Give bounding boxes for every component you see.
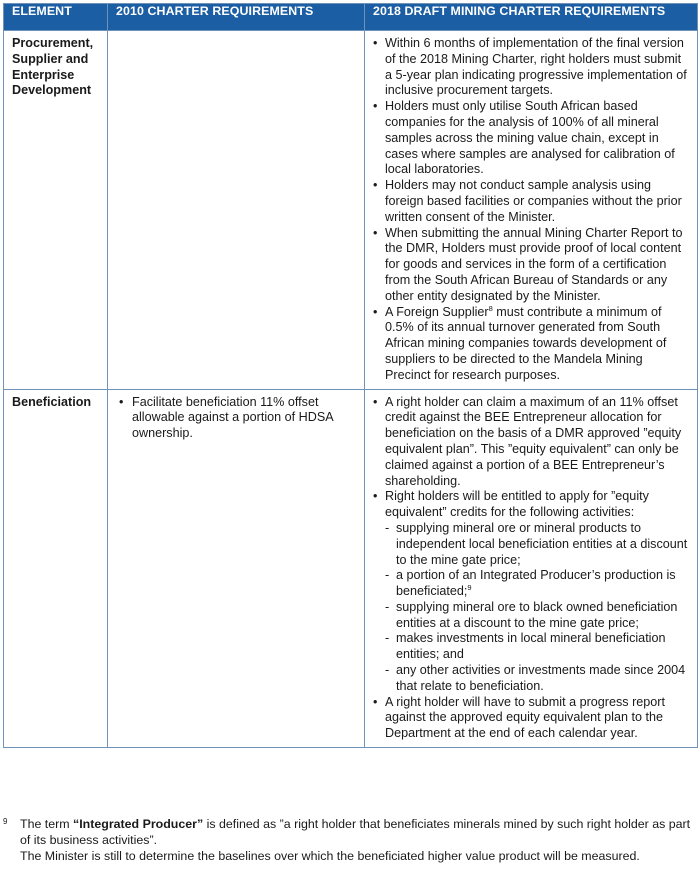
- requirement-text-after: must contribute a minimum of 0.5% of its annual turnover generated from South African mining companies towards development of suppliers to be directed to the Mandela Mining Precinct for research purposes.: [385, 304, 667, 382]
- list-item: [373, 36, 691, 99]
- footnote-ref: 9: [467, 583, 472, 593]
- list-item: [373, 695, 691, 742]
- sublist-item: [385, 663, 691, 695]
- element-cell: [4, 389, 108, 748]
- requirements-2018-cell: [365, 31, 698, 390]
- list-item: [373, 178, 691, 225]
- footnote-note: The Minister is still to determine the baselines over which the beneficiated higher value product will be measured.: [20, 849, 640, 863]
- requirements-2018-list: [373, 36, 691, 384]
- charter-comparison-table: [3, 3, 698, 748]
- footnote-definition: [20, 816, 693, 848]
- element-name-line: Supplier and: [12, 51, 89, 66]
- footnote-intro: The term: [20, 817, 74, 831]
- header-2018-requirements: 2018 DRAFT MINING CHARTER REQUIREMENTS: [365, 4, 698, 31]
- requirement-text: any other activities or investments made since 2004 that relate to beneficiation.: [396, 663, 686, 693]
- activity-sublist: [385, 521, 691, 695]
- requirement-text: Right holders will be entitled to apply for ”equity equivalent” credits for the following activities:: [385, 489, 649, 520]
- element-name-line: Procurement,: [12, 36, 94, 50]
- requirement-text: Facilitate beneficiation 11% offset allowable against a portion of HDSA ownership.: [132, 394, 333, 441]
- list-item: [373, 489, 691, 694]
- requirement-text: A right holder will have to submit a progress report against the approved equity equivalent plan to the Department at the end of each calendar year.: [385, 694, 665, 741]
- table-row: [4, 389, 698, 748]
- list-item: [116, 395, 358, 442]
- footnote: [3, 816, 693, 864]
- requirement-text: Within 6 months of implementation of the final version of the 2018 Mining Charter, right holders must submit a 5-year plan indicating progressive implementation of inclusive procurement targets.: [385, 36, 687, 98]
- requirement-text: A Foreign Supplier: [385, 304, 489, 319]
- sublist-item: [385, 521, 691, 568]
- header-element: ELEMENT: [4, 4, 108, 31]
- list-item: [373, 226, 691, 305]
- list-item: [373, 305, 691, 384]
- requirement-text: Holders must only utilise South African based companies for the analysis of 100% of all mineral samples across the mining value chain, except in cases where samples are analysed for calibration of local laboratories.: [385, 99, 675, 177]
- element-name-line: Enterprise: [12, 67, 75, 82]
- requirement-text: a portion of an Integrated Producer’s production is beneficiated;: [396, 568, 676, 599]
- requirements-2010-cell: [108, 31, 365, 390]
- requirement-text: When submitting the annual Mining Charter Report to the DMR, Holders must provide proof of local content for goods and services in the form of a certification from the South African Bureau of Standards or any other entity designated by the Minister.: [385, 225, 683, 303]
- requirement-text: makes investments in local mineral beneficiation entities; and: [396, 631, 666, 662]
- sublist-item: [385, 600, 691, 632]
- requirement-text: supplying mineral ore or mineral products to independent local beneficiation entities at a discount to the mine gate price;: [396, 520, 688, 567]
- requirements-2010-cell: [108, 389, 365, 748]
- footnote-ref: 8: [488, 303, 493, 313]
- requirement-text: Holders may not conduct sample analysis using foreign based facilities or companies without the prior written consent of the Minister.: [385, 178, 682, 224]
- footnote-body: [20, 816, 693, 864]
- sublist-item: [385, 568, 691, 600]
- sublist-item: [385, 631, 691, 663]
- requirements-2018-cell: [365, 389, 698, 748]
- table-header-row: [4, 4, 698, 31]
- requirement-text: supplying mineral ore to black owned beneficiation entities at a discount to the mine gate price;: [396, 599, 678, 630]
- element-name-line: Development: [12, 83, 92, 98]
- footnote-term: “Integrated Producer”: [73, 817, 204, 831]
- list-item: [373, 99, 691, 178]
- requirement-text: A right holder can claim a maximum of an 11% offset credit against the BEE Entrepreneur allocation for beneficiation on the basis of a DMR approved ”equity equivalent plan”. This ”equity equivalent” can only be claimed against a portion of a BEE Entrepreneur’s shareholding.: [385, 394, 682, 488]
- header-2010-requirements: 2010 CHARTER REQUIREMENTS: [108, 4, 365, 31]
- requirements-2010-list: [116, 395, 358, 442]
- element-cell: [4, 31, 108, 390]
- footnote-mark: 9: [3, 817, 8, 826]
- list-item: [373, 395, 691, 490]
- requirements-2018-list: [373, 395, 691, 743]
- table-row: [4, 31, 698, 390]
- element-name-line: Beneficiation: [12, 394, 92, 409]
- footnote-definition-text: is defined as ”a right holder that beneficiates minerals mined by such right holder as part of its business activities”.: [20, 817, 691, 847]
